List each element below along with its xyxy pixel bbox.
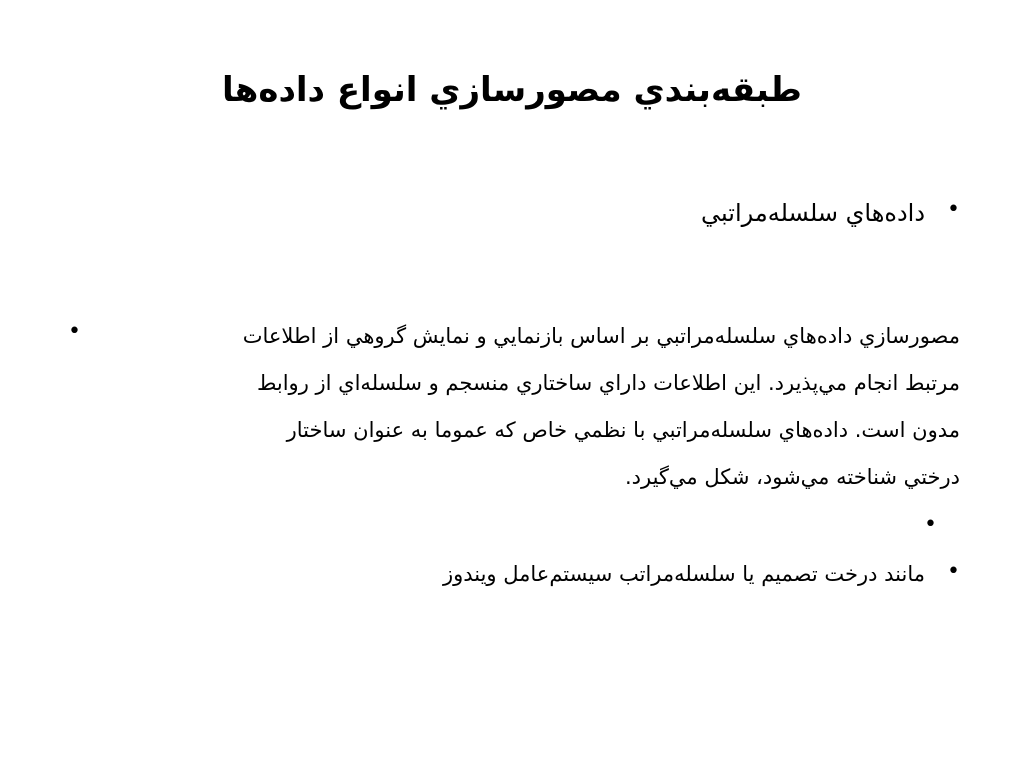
- heading-bullet-item: [701, 195, 960, 231]
- paragraph-line: مدون است. داده‌هاي سلسله‌مراتبي با نظمي خاص كه عموما به عنوان ساختار: [286, 418, 960, 442]
- bullet-icon: •: [68, 319, 81, 344]
- paragraph-line: مرتبط انجام مي‌پذيرد. اين اطلاعات داراي ساختاري منسجم و سلسله‌اي از روابط: [256, 371, 960, 395]
- paragraph-line: درختي شناخته مي‌شود، شكل مي‌گيرد.: [624, 465, 960, 489]
- slide-title: طبقه‌بندي مصورسازي انواع داده‌ها: [222, 70, 802, 110]
- example-bullet-item: [443, 558, 960, 590]
- empty-bullet-icon: •: [924, 512, 937, 537]
- heading-bullet-text: داده‌هاي سلسله‌مراتبي: [701, 199, 926, 227]
- bullet-icon: •: [947, 559, 960, 584]
- paragraph-line: مصورسازي داده‌هاي سلسله‌مراتبي بر اساس بازنمايي و نمايش گروهي از اطلاعات: [242, 324, 960, 348]
- bullet-icon: •: [947, 197, 960, 222]
- description-paragraph: [110, 313, 960, 501]
- example-bullet-text: مانند درخت تصميم يا سلسله‌مراتب سيستم‌عامل ويندوز: [442, 562, 926, 586]
